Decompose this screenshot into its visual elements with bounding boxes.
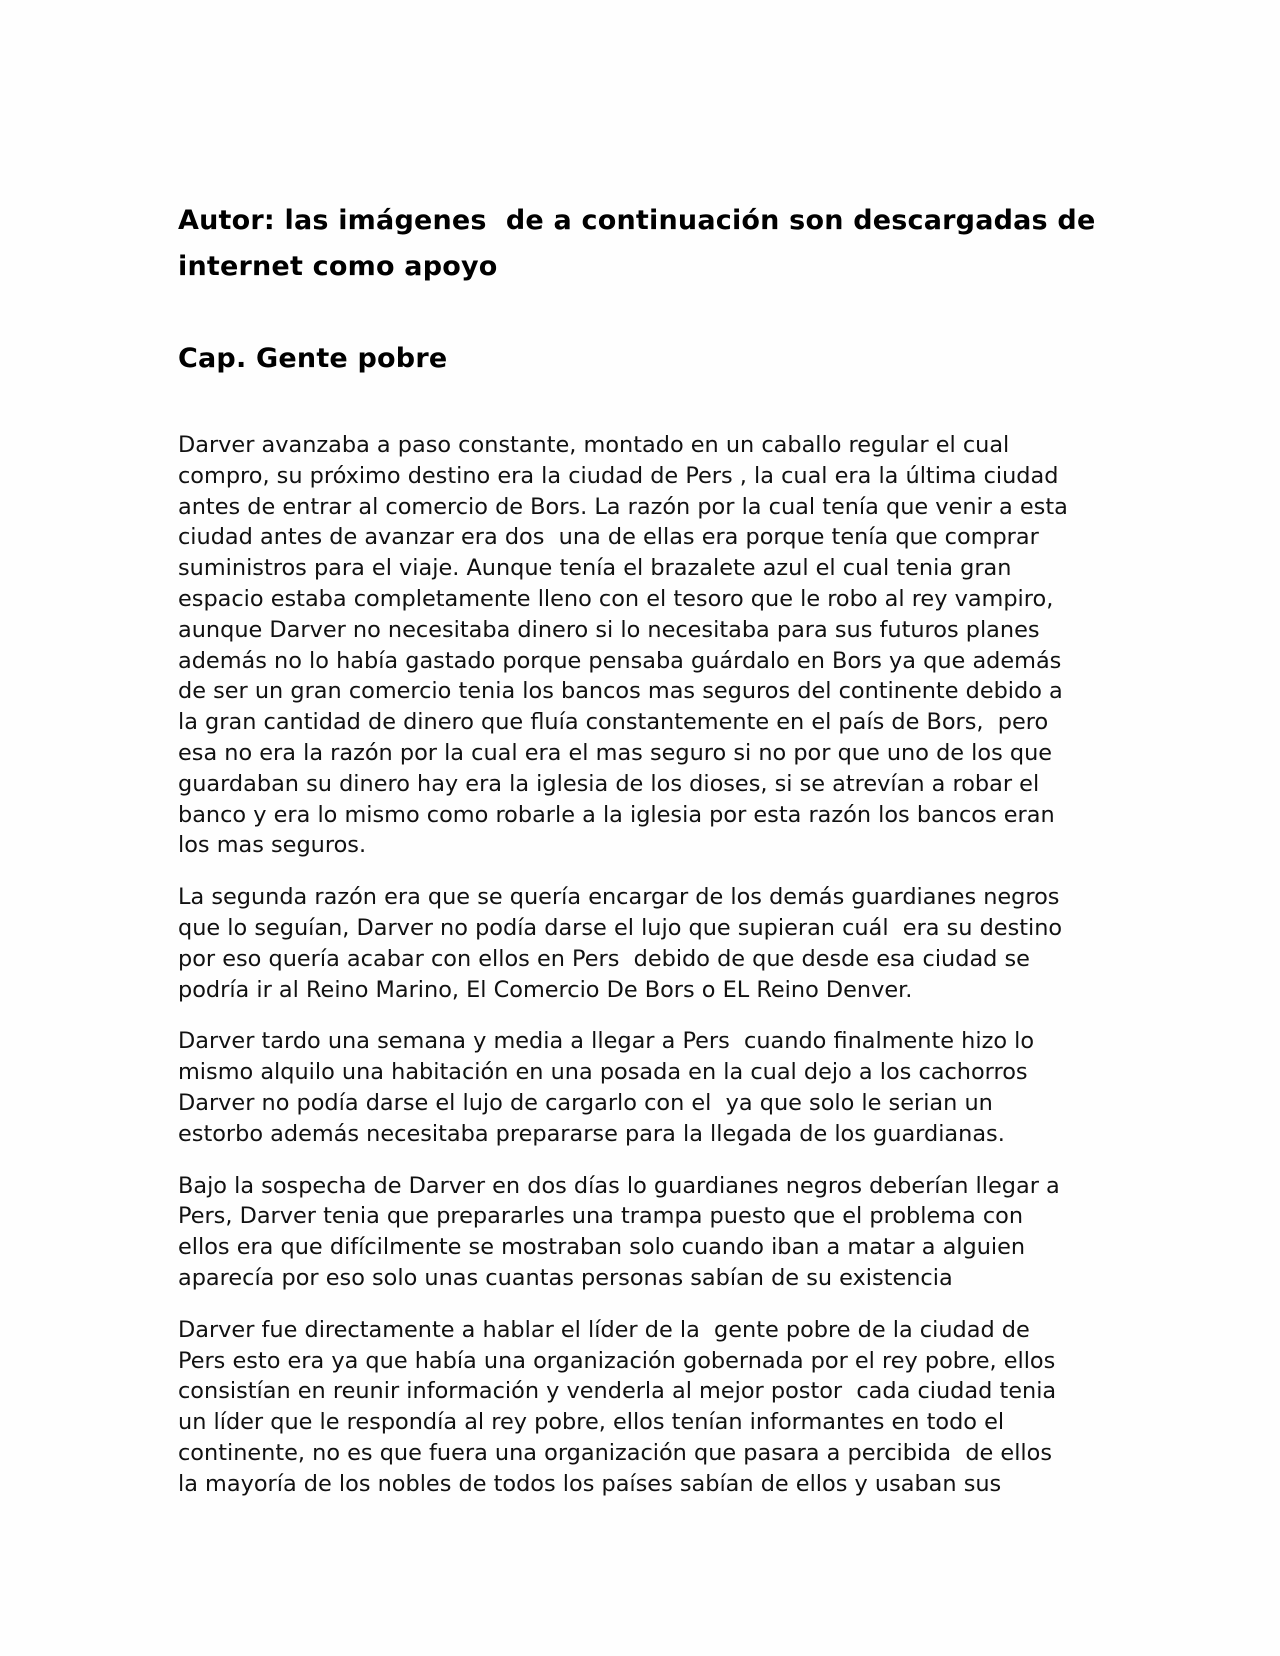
paragraph: Darver fue directamente a hablar el líder de la gente pobre de la ciudad de Pers esto era ya que había una organización gobernada por el rey pobre, ellos consistían en reunir información y venderla al mejor postor cada ciudad tenia un líder que le respondía al rey pobre, ellos tenían informantes en todo el continente, no es que fuera una organización que pasara a percibida de ellos la mayoría de los nobles de todos los países sabían de ellos y usaban sus	[178, 1316, 1057, 1497]
paragraph: Darver tardo una semana y media a llegar a Pers cuando finalmente hizo lo mismo alquilo una habitación en una posada en la cual dejo a los cachorros Darver no podía darse el lujo de cargarlo con el ya que solo le serian un estorbo además necesitaba prepararse para la llegada de los guardianas.	[178, 1028, 1035, 1147]
paragraph: Bajo la sospecha de Darver en dos días lo guardianes negros deberían llegar a Pers, Darver tenia que prepararles una trampa puesto que el problema con ellos era que difícilmente se mostraban solo cuando iban a matar a alguien aparecía por eso solo unas cuantas personas sabían de su existencia	[178, 1172, 1060, 1291]
document-content	[178, 198, 1118, 1521]
paragraph: Darver avanzaba a paso constante, montado en un caballo regular el cual compro, su próximo destino era la ciudad de Pers , la cual era la última ciudad antes de entrar al comercio de Bors. La razón por la cual tenía que venir a esta ciudad antes de avanzar era dos una de ellas era porque tenía que comprar suministros para el viaje. Aunque tenía el brazalete azul el cual tenia gran espacio estaba completamente lleno con el tesoro que le robo al rey vampiro, aunque Darver no necesitaba dinero si lo necesitaba para sus futuros planes además no lo había gastado porque pensaba guárdalo en Bors ya que además de ser un gran comercio tenia los bancos mas seguros del continente debido a la gran cantidad de dinero que fluía constantemente en el país de Bors, pero esa no era la razón por la cual era el mas seguro si no por que uno de los que guardaban su dinero hay era la iglesia de los dioses, si se atrevían a robar el banco y era lo mismo como robarle a la iglesia por esta razón los bancos eran los mas seguros.	[178, 432, 1068, 859]
paragraph: La segunda razón era que se quería encargar de los demás guardianes negros que lo seguían, Darver no podía darse el lujo que supieran cuál era su destino por eso quería acabar con ellos en Pers debido de que desde esa ciudad se podría ir al Reino Marino, El Comercio De Bors o EL Reino Denver.	[178, 884, 1063, 1003]
chapter-title: Cap. Gente pobre	[178, 343, 448, 374]
author-note: Autor: las imágenes de a continuación son descargadas de internet como apoyo	[178, 205, 1096, 282]
